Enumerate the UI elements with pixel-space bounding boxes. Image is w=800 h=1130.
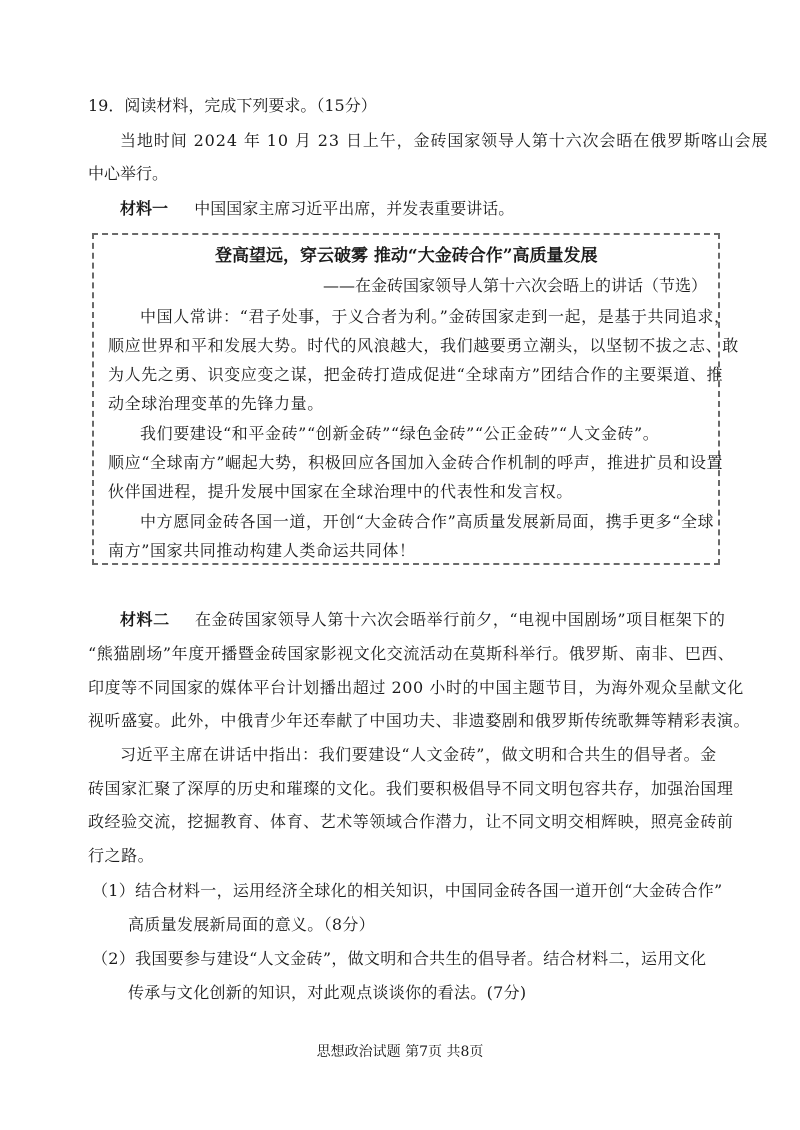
speech-line-8: 中方愿同金砖各国一道，开创“大金砖合作”高质量发展新局面，携手更多“全球 [140,512,715,531]
material2-line-6: 砖国家汇聚了深厚的历史和璀璨的文化。我们要积极倡导不同文明包容共存，加强治国理 [88,779,734,798]
speech-line-5: 我们要建设“和平金砖”“创新金砖”“绿色金砖”“公正金砖”“人文金砖”。 [140,424,660,443]
speech-line-7: 伙伴国进程，提升发展中国家在全球治理中的代表性和发言权。 [108,482,573,501]
speech-line-9: 南方”国家共同推动构建人类命运共同体！ [108,541,416,560]
material1-label: 材料一 [120,199,169,218]
speech-byline: ——在金砖国家领导人第十六次会晤上的讲话（节选） [323,276,708,295]
material2-label: 材料二 [120,610,170,629]
speech-line-1: 中国人常讲：“君子处事，于义合者为利。”金砖国家走到一起，是基于共同追求， [140,307,731,326]
material2-line-5: 习近平主席在讲话中指出：我们要建设“人文金砖”，做文明和合共生的倡导者。金 [120,745,717,764]
page-footer: 思想政治试题 第7页 共8页 [316,1044,484,1060]
intro-line-2: 中心举行。 [88,164,169,183]
material2-line-2: “熊猫剧场”年度开播暨金砖国家影视文化交流活动在莫斯科举行。俄罗斯、南非、巴西、 [88,644,735,663]
material2-line-8: 行之路。 [88,846,155,865]
material2-line-3: 印度等不同国家的媒体平台计划播出超过 200 小时的中国主题节目，为海外观众呈献文化 [88,678,744,697]
subquestion-2-line-1: （2）我国要参与建设“人文金砖”，做文明和合共生的倡导者。结合材料二，运用文化 [92,949,707,968]
material1-text: 中国国家主席习近平出席，并发表重要讲话。 [194,199,515,218]
subquestion-1-line-2: 高质量发展新局面的意义。（8分） [128,915,375,934]
speech-line-6: 顺应“全球南方”崛起大势，积极回应各国加入金砖合作机制的呼声，推进扩员和设置 [108,453,724,472]
speech-line-3: 为人先之勇、识变应变之谋，把金砖打造成促进“全球南方”团结合作的主要渠道、推 [108,365,724,384]
question-header: 19．阅读材料，完成下列要求。（15分） [88,96,377,115]
material2-line-4: 视听盛宴。此外，中俄青少年还奉献了中国功夫、非遗婺剧和俄罗斯传统歌舞等精彩表演。 [88,711,751,730]
speech-line-2: 顺应世界和平和发展大势。时代的风浪越大，我们越要勇立潮头，以坚韧不拔之志、敢 [108,336,739,355]
material2-line-1 [120,610,725,630]
material1-line [120,199,514,219]
speech-line-4: 动全球治理变革的先锋力量。 [108,394,324,413]
subquestion-1-line-1: （1）结合材料一，运用经济全球化的相关知识，中国同金砖各国一道开创“大金砖合作” [92,881,723,900]
intro-line-1: 当地时间 2024 年 10 月 23 日上午，金砖国家领导人第十六次会晤在俄罗斯喀山会展 [120,131,769,150]
speech-title: 登高望远，穿云破雾 推动“大金砖合作”高质量发展 [215,246,598,266]
material2-line-7: 政经验交流，挖掘教育、体育、艺术等领域合作潜力，让不同文明交相辉映，照亮金砖前 [88,812,734,831]
subquestion-2-line-2: 传承与文化创新的知识，对此观点谈谈你的看法。(7分) [128,983,527,1002]
material2-text-1: 在金砖国家领导人第十六次会晤举行前夕，“电视中国剧场”项目框架下的 [194,610,726,629]
